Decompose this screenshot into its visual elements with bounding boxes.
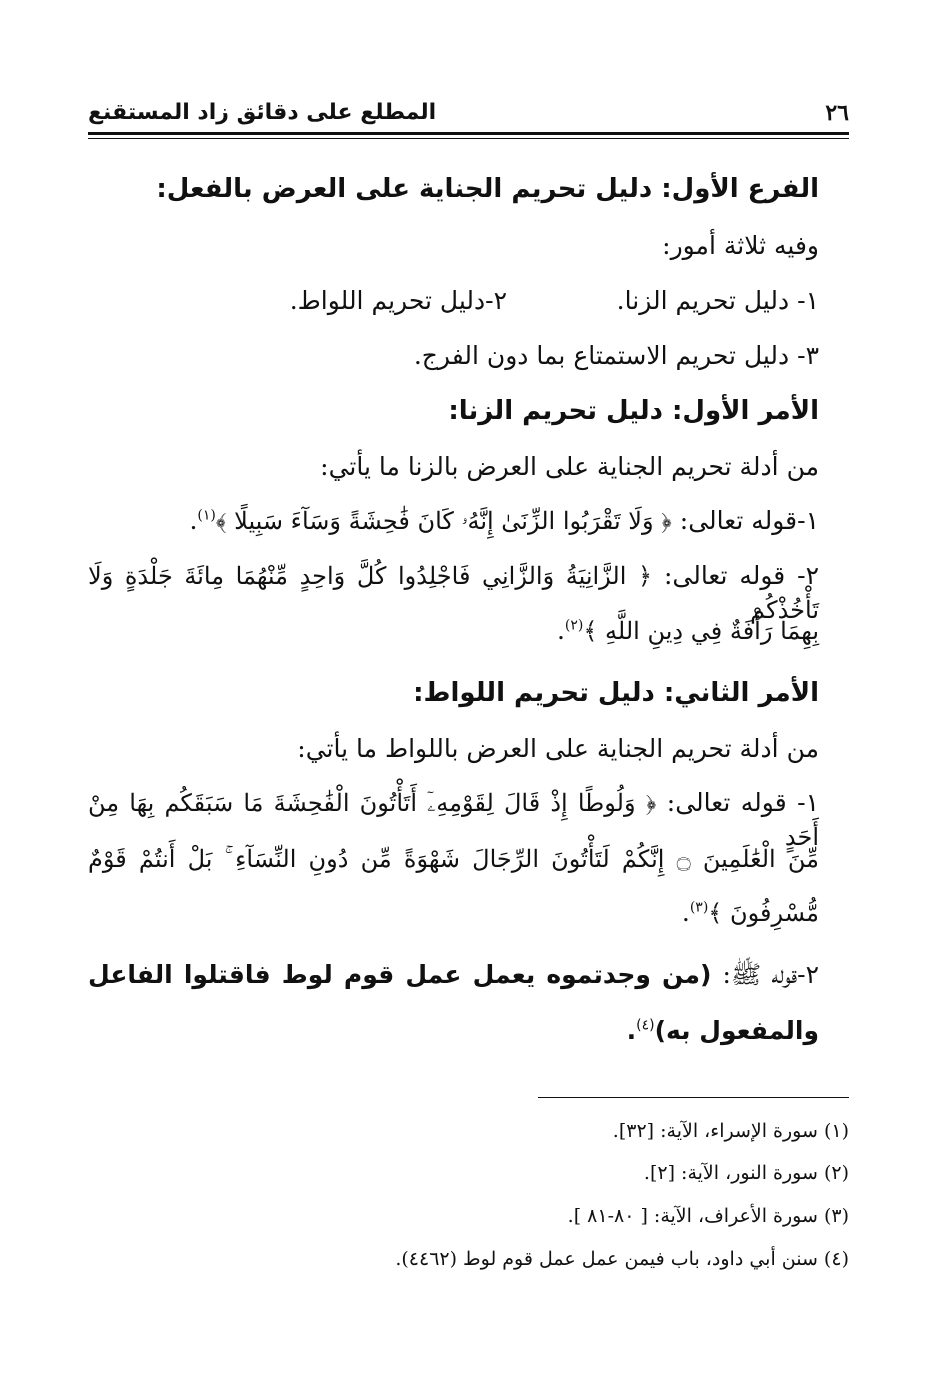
evidence-lead: ٢-قوله ﷺ: bbox=[722, 960, 819, 989]
item-1: ١- دليل تحريم الزنا. bbox=[616, 286, 819, 315]
footnote-1: (١) سورة الإسراء، الآية: [٣٢]. bbox=[612, 1120, 849, 1142]
amr1-evidence-2-line2: بِهِمَا رَأْفَةٌ فِي دِينِ اللَّهِ ﴾$^{(٢)}$. bbox=[556, 616, 819, 645]
page-number: ٢٦ bbox=[825, 100, 849, 126]
quran-verse: ﴿ وَلُوطًا إِذْ قَالَ لِقَوْمِهِۦٓ أَتَأْتُونَ الْفَٰحِشَةَ مَا سَبَقَكُم بِهَا مِنْ أَحَدٍ bbox=[88, 789, 819, 851]
footnote-2: (٢) سورة النور، الآية: [٢]. bbox=[643, 1162, 849, 1184]
section-heading: الفرع الأول: دليل تحريم الجناية على العرض بالفعل: bbox=[156, 174, 819, 204]
footnote-ref: (٢) bbox=[564, 617, 584, 634]
quran-verse: مِّنَ الْعَٰلَمِينَ ۝ إِنَّكُمْ لَتَأْتُونَ الرِّجَالَ شَهْوَةً مِّن دُونِ النِّسَآءِ ۚ بَلْ أَنتُمْ قَوْمٌ bbox=[88, 845, 820, 873]
footnote-separator bbox=[538, 1097, 849, 1098]
amr2-evidence-2-line2: والمفعول به)$^{(٤)}$. bbox=[626, 1016, 819, 1045]
section-intro: وفيه ثلاثة أمور: bbox=[662, 231, 819, 260]
amr1-intro: من أدلة تحريم الجناية على العرض بالزنا ما يأتي: bbox=[320, 452, 819, 481]
section-items-row bbox=[617, 284, 819, 318]
footnote-3: (٣) سورة الأعراف، الآية: [ ٨٠-٨١ ]. bbox=[567, 1205, 849, 1227]
evidence-lead: ٢- قوله تعالى: bbox=[663, 561, 819, 590]
amr2-evidence-1-line2 bbox=[88, 842, 819, 876]
amr1-evidence-1: ١-قوله تعالى: ﴿ وَلَا تَقْرَبُوا الزِّنَىٰ إِنَّهُۥ كَانَ فَٰحِشَةً وَسَآءَ سَبِيلًا ﴾$^{(١)}$. bbox=[189, 506, 819, 535]
amr2-evidence-1-line3: مُّسْرِفُونَ ﴾$^{(٣)}$. bbox=[681, 898, 819, 927]
quran-verse: ﴿ وَلَا تَقْرَبُوا الزِّنَىٰ إِنَّهُۥ كَانَ فَٰحِشَةً وَسَآءَ سَبِيلًا ﴾ bbox=[215, 507, 672, 535]
header-rule-thin bbox=[88, 138, 849, 139]
running-header bbox=[88, 92, 849, 130]
footnote-4: (٤) سنن أبي داود، باب فيمن عمل عمل قوم لوط (٤٤٦٢). bbox=[395, 1248, 849, 1270]
book-title: المطلع على دقائق زاد المستقنع bbox=[88, 100, 437, 125]
amr2-heading: الأمر الثاني: دليل تحريم اللواط: bbox=[413, 678, 819, 708]
quran-verse: مُّسْرِفُونَ ﴾ bbox=[708, 899, 819, 927]
amr2-intro: من أدلة تحريم الجناية على العرض باللواط ما يأتي: bbox=[297, 734, 819, 763]
quran-verse: بِهِمَا رَأْفَةٌ فِي دِينِ اللَّهِ ﴾ bbox=[583, 617, 819, 645]
amr1-heading: الأمر الأول: دليل تحريم الزنا: bbox=[448, 396, 819, 426]
item-3: ٣- دليل تحريم الاستمتاع بما دون الفرج. bbox=[413, 341, 819, 370]
header-rule-thick bbox=[88, 132, 849, 135]
footnote-ref: (١) bbox=[197, 507, 216, 524]
evidence-lead: ١- قوله تعالى: bbox=[666, 788, 819, 817]
footnote-ref: (٤) bbox=[636, 1017, 655, 1034]
footnote-ref: (٣) bbox=[689, 899, 709, 916]
item-2: ٢-دليل تحريم اللواط. bbox=[289, 286, 507, 315]
hadith-text: والمفعول به) bbox=[654, 1016, 819, 1045]
amr2-evidence-2-line1 bbox=[88, 958, 819, 992]
hadith-text: (من وجدتموه يعمل عمل قوم لوط فاقتلوا الفاعل bbox=[88, 960, 712, 989]
evidence-lead: ١-قوله تعالى: bbox=[679, 506, 819, 535]
quran-verse: ﴿ الزَّانِيَةُ وَالزَّانِي فَاجْلِدُوا كُلَّ وَاحِدٍ مِّنْهُمَا مِائَةَ جَلْدَةٍ وَلَا تَأْخُذْكُم bbox=[88, 562, 819, 624]
